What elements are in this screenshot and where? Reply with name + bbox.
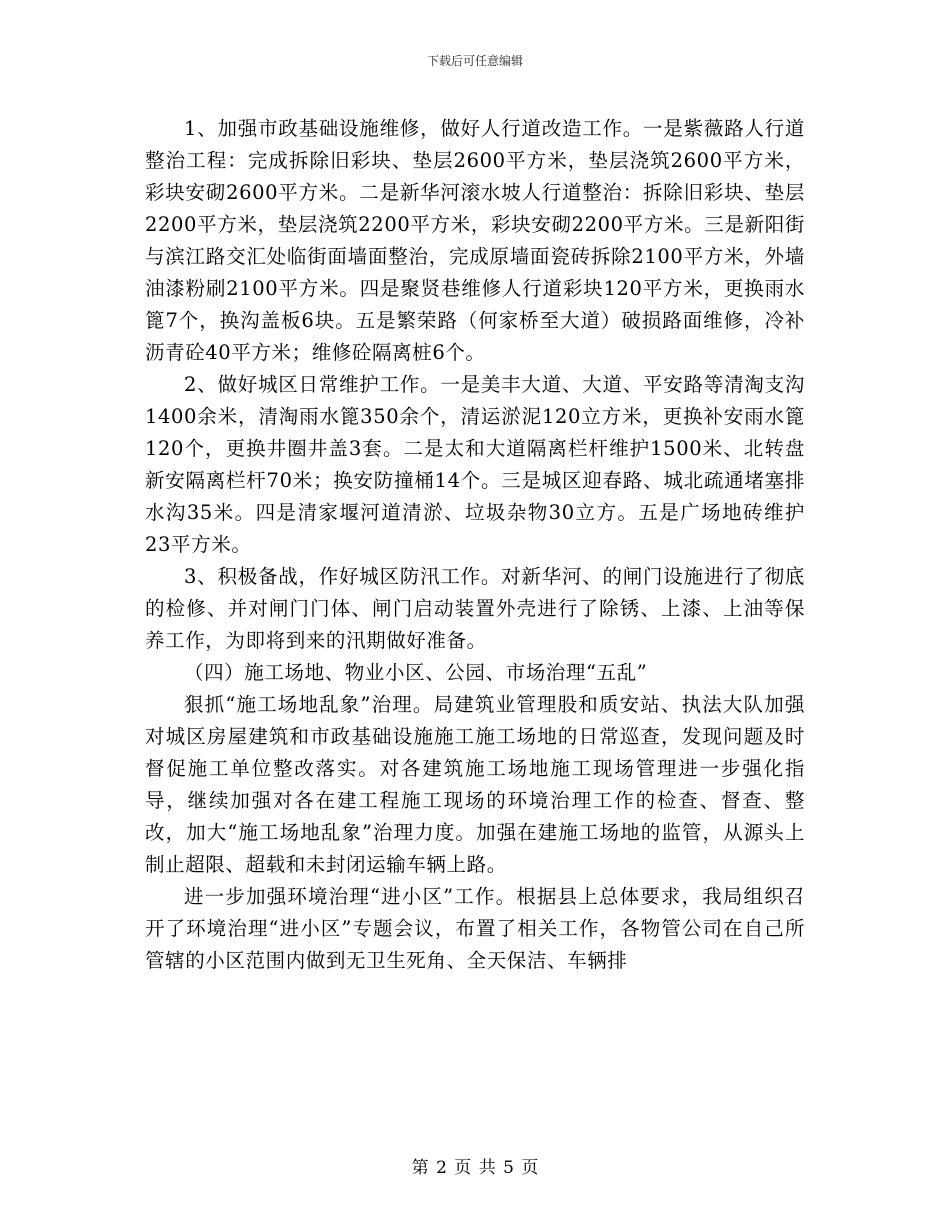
paragraph-daily-maintenance: 2、做好城区日常维护工作。一是美丰大道、大道、平安路等清淘支沟1400余米，清淘雨水篦350余个，清运淤泥120立方米，更换补安雨水篦120个，更换井圈井盖3套。二是太和大道隔离栏杆维护1500米、北转盘新安隔离栏杆70米；换安防撞桶14个。三是城区迎春路、城北疏通堵塞排水沟35米。四是清家堰河道清淤、垃圾杂物30立方。五是广场地砖维护23平方米。 <box>145 373 805 556</box>
page-header: 下载后可任意编辑 <box>426 54 523 68</box>
section-heading: （四）施工场地、物业小区、公园、市场治理“五乱” <box>184 661 648 684</box>
paragraph-residential-community: 进一步加强环境治理“进小区”工作。根据县上总体要求，我局组织召开了环境治理“进小区”专题会议，布置了相关工作，各物管公司在自己所管辖的小区范围内做到无卫生死角、全天保洁、车辆排 <box>145 885 805 972</box>
paragraph-municipal-repair: 1、加强市政基础设施维修，做好人行道改造工作。一是紫薇路人行道整治工程：完成拆除旧彩块、垫层2600平方米，垫层浇筑2600平方米，彩块安砌2600平方米。二是新华河滚水坡人行道整治：拆除旧彩块、垫层2200平方米，垫层浇筑2200平方米，彩块安砌2200平方米。三是新阳街与滨江路交汇处临街面墙面整治，完成原墙面瓷砖拆除2100平方米，外墙油漆粉刷2100平方米。四是聚贤巷维修人行道彩块120平方米，更换雨水篦7个，换沟盖板6块。五是繁荣路（何家桥至大道）破损路面维修，冷补沥青砼40平方米；维修砼隔离桩6个。 <box>145 117 805 364</box>
paragraph-flood-control: 3、积极备战，作好城区防汛工作。对新华河、的闸门设施进行了彻底的检修、并对闸门门体、闸门启动装置外壳进行了除锈、上漆、上油等保养工作，为即将到来的汛期做好准备。 <box>145 565 805 652</box>
document-body <box>145 113 805 977</box>
paragraph-construction-site: 狠抓“施工场地乱象”治理。局建筑业管理股和质安站、执法大队加强对城区房屋建筑和市政基础设施施工施工场地的日常巡查，发现问题及时督促施工单位整改落实。对各建筑施工场地施工现场管理进一步强化指导，继续加强对各在建工程施工现场的环境治理工作的检查、督查、整改，加大“施工场地乱象”治理力度。加强在建施工场地的监管，从源头上制止超限、超载和未封闭运输车辆上路。 <box>145 693 805 876</box>
page-footer: 第 2 页 共 5 页 <box>411 1158 539 1178</box>
